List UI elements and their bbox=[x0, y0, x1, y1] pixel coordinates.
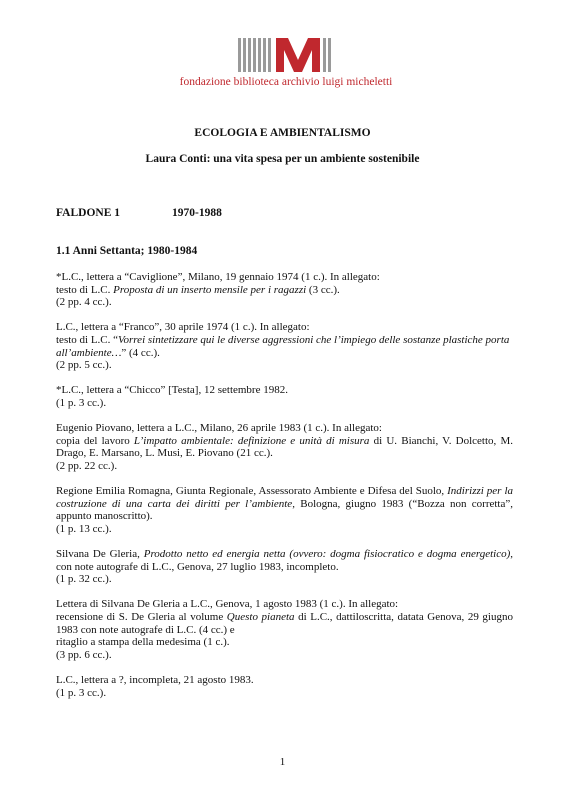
list-item bbox=[56, 422, 513, 472]
entry-extent: (2 pp. 22 cc.). bbox=[56, 459, 118, 472]
list-item bbox=[56, 674, 513, 699]
entry-line: recensione di S. De Gleria al volume Questo pianeta di L.C., dattiloscritta, datata Genova, 29 giugno 1983 con note autografe di L.C. (4 cc.) e bbox=[56, 611, 513, 636]
logo-text: fondazione biblioteca archivio luigi micheletti bbox=[179, 76, 393, 88]
entry-line: Silvana De Gleria, Prodotto netto ed energia netta (ovvero: dogma fisiocratico e dogma energetico), con note autografe di L.C., Genova, 27 luglio 1983, incompleto. bbox=[56, 548, 513, 573]
faldone-years: 1970-1988 bbox=[172, 207, 222, 219]
list-item bbox=[56, 548, 513, 586]
faldone-label: FALDONE 1 bbox=[56, 207, 120, 219]
entry-extent: (2 pp. 5 cc.). bbox=[56, 359, 112, 372]
list-item bbox=[56, 321, 513, 371]
list-item bbox=[56, 485, 513, 535]
entry-line: Lettera di Silvana De Gleria a L.C., Genova, 1 agosto 1983 (1 c.). In allegato: bbox=[56, 598, 399, 611]
entry-list bbox=[56, 271, 513, 712]
entry-line: testo di L.C. Proposta di un inserto mensile per i ragazzi (3 cc.). bbox=[56, 283, 340, 296]
fondazione-logo-mark bbox=[238, 36, 334, 74]
entry-extent: (1 p. 3 cc.). bbox=[56, 396, 107, 409]
section-heading: 1.1 Anni Settanta; 1980-1984 bbox=[56, 245, 198, 257]
list-item bbox=[56, 598, 513, 661]
entry-line: Eugenio Piovano, lettera a L.C., Milano, 26 aprile 1983 (1 c.). In allegato: bbox=[56, 422, 382, 435]
faldone-heading bbox=[56, 207, 222, 219]
entry-line: L.C., lettera a “Franco”, 30 aprile 1974 (1 c.). In allegato: bbox=[56, 321, 310, 334]
logo bbox=[170, 36, 402, 88]
entry-line: *L.C., lettera a “Chicco” [Testa], 12 settembre 1982. bbox=[56, 384, 288, 397]
entry-line: *L.C., lettera a “Caviglione”, Milano, 19 gennaio 1974 (1 c.). In allegato: bbox=[56, 271, 380, 283]
entry-line: ritaglio a stampa della medesima (1 c.). bbox=[56, 636, 230, 649]
entry-line: testo di L.C. “Vorrei sintetizzare qui le diverse aggressioni che l’impiego delle sostanze plastiche porta all’ambiente…” (4 cc.). bbox=[56, 333, 510, 359]
entry-line: L.C., lettera a ?, incompleta, 21 agosto 1983. bbox=[56, 674, 254, 686]
document-title: ECOLOGIA E AMBIENTALISMO bbox=[194, 127, 371, 139]
entry-line: Regione Emilia Romagna, Giunta Regionale, Assessorato Ambiente e Difesa del Suolo, Indirizzi per la costruzione di una carta dei diritti per l’ambiente, Bologna, giugno 1983 (“Bozza non corretta”, appunto manoscritto). bbox=[56, 485, 513, 523]
entry-line: copia del lavoro L’impatto ambientale: definizione e unità di misura di U. Bianchi, V. Dolcetto, M. Drago, E. Marsano, L. Musi, E. Piovano (21 cc.). bbox=[56, 434, 513, 460]
list-item bbox=[56, 271, 513, 309]
entry-extent: (3 pp. 6 cc.). bbox=[56, 648, 112, 661]
entry-extent: (1 p. 3 cc.). bbox=[56, 686, 107, 699]
entry-extent: (2 pp. 4 cc.). bbox=[56, 296, 112, 309]
list-item bbox=[56, 384, 513, 409]
entry-extent: (1 p. 13 cc.). bbox=[56, 522, 112, 535]
page-number: 1 bbox=[279, 756, 286, 768]
document-subtitle: Laura Conti: una vita spesa per un ambiente sostenibile bbox=[145, 153, 420, 165]
entry-extent: (1 p. 32 cc.). bbox=[56, 573, 112, 586]
